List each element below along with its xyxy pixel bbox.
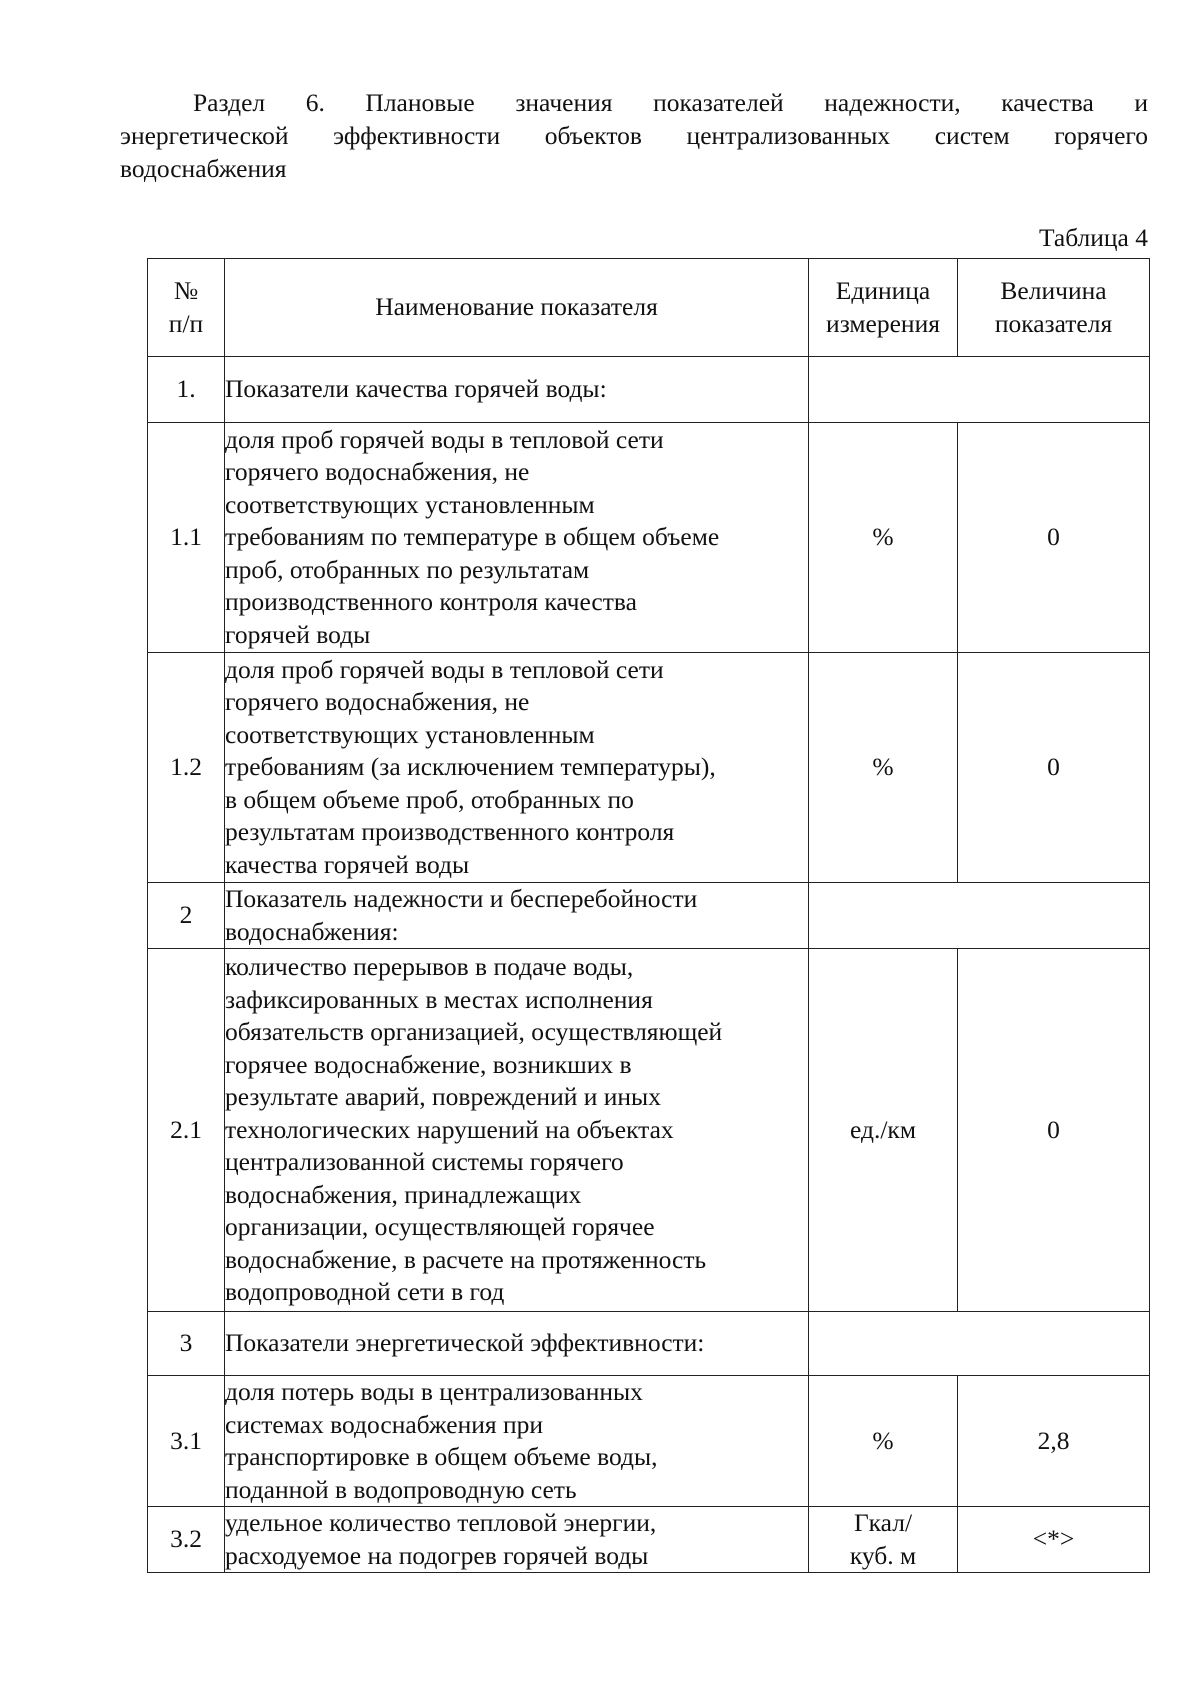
unit-cell	[809, 653, 958, 883]
indicator-name-line: качества горячей воды	[225, 849, 470, 879]
indicator-name-line: водоснабжения:	[225, 916, 399, 946]
indicator-name-line: технологических нарушений на объектах	[225, 1114, 674, 1144]
header-unit-line: измерения	[826, 308, 940, 338]
table-section-row	[148, 357, 1150, 423]
table-section-row	[148, 1312, 1150, 1376]
heading-line: энергетической эффективности объектов централизованных систем горячего	[120, 121, 1148, 150]
indicator-name-line: системах водоснабжения при	[225, 1409, 544, 1439]
indicator-name-line: расходуемое на подогрев горячей воды	[225, 1540, 649, 1570]
row-number: 3.2	[148, 1507, 225, 1573]
table-row	[148, 423, 1150, 653]
unit-line: %	[872, 522, 894, 552]
indicator-name-line: водоснабжение, в расчете на протяженность	[225, 1244, 707, 1274]
indicator-name-line: требованиям (за исключением температуры),	[225, 752, 716, 782]
indicator-name-line: в общем объеме проб, отобранных по	[225, 784, 634, 814]
indicator-name-line: количество перерывов в подаче воды,	[225, 952, 634, 982]
table-row	[148, 1376, 1150, 1507]
heading-line: Раздел 6. Плановые значения показателей надежности, качества и	[193, 88, 1148, 117]
indicator-name-line: водоснабжения, принадлежащих	[225, 1179, 582, 1209]
indicator-name-line: горячего водоснабжения, не	[225, 457, 530, 487]
table-row	[148, 653, 1150, 883]
indicator-name-line: горячей воды	[225, 619, 371, 649]
header-unit	[809, 259, 958, 357]
indicator-name	[225, 357, 809, 423]
indicator-name-line: проб, отобранных по результатам	[225, 554, 590, 584]
indicator-name-line: производственного контроля качества	[225, 587, 637, 617]
header-unit-line: Единица	[835, 276, 931, 305]
indicator-name-line: Показатель надежности и бесперебойности	[225, 884, 698, 913]
indicator-name-line: Показатели качества горячей воды:	[225, 374, 607, 404]
indicator-name	[225, 423, 809, 653]
indicator-name-line: Показатели энергетической эффективности:	[225, 1328, 705, 1358]
table-row	[148, 1507, 1150, 1573]
indicator-name	[225, 1312, 809, 1376]
indicator-name	[225, 1507, 809, 1573]
unit-cell	[809, 1507, 958, 1573]
row-number: 1.2	[148, 653, 225, 883]
indicator-name-line: доля проб горячей воды в тепловой сети	[225, 654, 664, 684]
header-num-line: п/п	[168, 308, 204, 338]
table-row	[148, 949, 1150, 1312]
table-caption: Таблица 4	[1038, 223, 1148, 252]
header-value-line: Величина	[1000, 276, 1107, 305]
row-number: 1.1	[148, 423, 225, 653]
header-name: Наименование показателя	[225, 259, 809, 357]
row-number: 3.1	[148, 1376, 225, 1507]
indicator-name-line: результатам производственного контроля	[225, 817, 675, 847]
indicator-name	[225, 653, 809, 883]
header-value-line: показателя	[994, 308, 1113, 338]
empty-cell	[809, 357, 1150, 423]
table-header-row	[148, 259, 1150, 357]
indicator-name-line: требованиям по температуре в общем объеме	[225, 522, 720, 552]
unit-line: ед./км	[850, 1114, 916, 1144]
value-cell: 0	[958, 653, 1150, 883]
header-num	[148, 259, 225, 357]
header-num-line: №	[173, 276, 199, 305]
indicator-name-line: горячего водоснабжения, не	[225, 687, 530, 717]
indicator-name-line: поданной в водопроводную сеть	[225, 1474, 577, 1504]
section-heading	[120, 86, 1148, 185]
indicator-name	[225, 949, 809, 1312]
indicator-name-line: обязательств организацией, осуществляющей	[225, 1017, 723, 1047]
unit-cell	[809, 423, 958, 653]
indicator-name-line: результате аварий, повреждений и иных	[225, 1082, 661, 1112]
indicators-table	[147, 258, 1150, 1573]
indicator-name-line: организации, осуществляющей горячее	[225, 1212, 655, 1242]
value-cell: <*>	[958, 1507, 1150, 1573]
indicator-name-line: соответствующих установленным	[225, 489, 595, 519]
indicator-name-line: доля проб горячей воды в тепловой сети	[225, 424, 664, 454]
indicator-name-line: водопроводной сети в год	[225, 1277, 505, 1307]
unit-cell	[809, 1376, 958, 1507]
indicator-name-line: доля потерь воды в централизованных	[225, 1377, 643, 1406]
empty-cell	[809, 883, 1150, 949]
indicator-name-line: зафиксированных в местах исполнения	[225, 984, 653, 1014]
unit-line: Гкал/	[853, 1508, 913, 1537]
value-cell: 2,8	[958, 1376, 1150, 1507]
header-value	[958, 259, 1150, 357]
row-number: 3	[148, 1312, 225, 1376]
empty-cell	[809, 1312, 1150, 1376]
value-cell: 0	[958, 423, 1150, 653]
indicator-name	[225, 1376, 809, 1507]
table-section-row	[148, 883, 1150, 949]
row-number: 2.1	[148, 949, 225, 1312]
indicator-name-line: соответствующих установленным	[225, 719, 595, 749]
row-number: 2	[148, 883, 225, 949]
unit-line: %	[872, 1425, 894, 1455]
unit-cell	[809, 949, 958, 1312]
unit-line: куб. м	[849, 1540, 917, 1570]
indicator-name-line: удельное количество тепловой энергии,	[225, 1508, 657, 1537]
value-cell: 0	[958, 949, 1150, 1312]
heading-line: водоснабжения	[120, 154, 287, 183]
row-number: 1.	[148, 357, 225, 423]
indicator-name-line: горячее водоснабжение, возникших в	[225, 1049, 632, 1079]
indicator-name-line: транспортировке в общем объеме воды,	[225, 1442, 658, 1471]
indicator-name	[225, 883, 809, 949]
unit-line: %	[872, 752, 894, 782]
indicator-name-line: централизованной системы горячего	[225, 1147, 624, 1177]
